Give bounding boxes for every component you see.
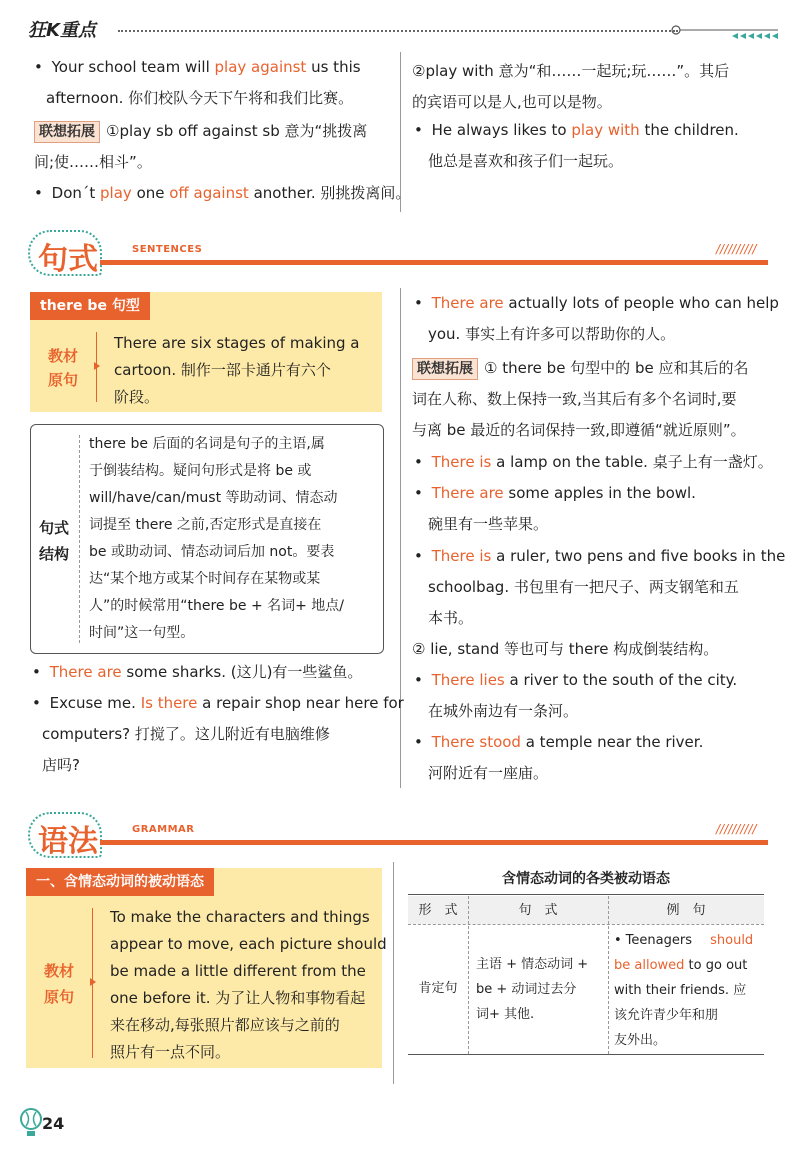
page-number: 24 (42, 1114, 65, 1133)
grammar-box-title: 一、含情态动词的被动语态 (26, 868, 382, 896)
origin-label: 教材 原句 (48, 347, 79, 389)
r-example-ruler-3: 本书。 (428, 609, 474, 627)
row-pattern: 主语 + 情态动词 + be + 动词过去分 词+ 其他. (476, 957, 589, 1022)
grammar-rule (100, 840, 768, 845)
r-example-river-cn: 在城外南边有一条河。 (428, 702, 579, 720)
grammar-slashes: ////////// (716, 822, 757, 836)
grammar-title-en: GRAMMAR (132, 824, 195, 835)
structure-text: there be 后面的名词是句子的主语,属 于倒装结构。疑问句形式是将 be 或 will/have/can/must 等助动词、情态动 词提至 there 之前,否定形式是直接在 be 或助动词、情态动词后加 not。要表 达“某个地方或某个时间存在某物或某 人”的时候常用“there be + 名词+ 地点/ 时间”这一句型。 (89, 436, 345, 641)
structure-box (30, 424, 384, 654)
sentences-title-en: SENTENCES (132, 244, 203, 255)
logo-text: 狂K重点 (28, 20, 96, 41)
header-arrows-icon (670, 22, 780, 42)
assoc-expand-1b: 间;使……相斗”。 (34, 153, 152, 171)
assoc-expand-1: 联想拓展 ①play sb off against sb 意为“挑拨离 (34, 116, 367, 147)
origin-line-2: cartoon. 制作一部卡通片有六个 (114, 361, 331, 379)
header-logo (28, 16, 96, 42)
assoc-tag: 联想拓展 (34, 121, 100, 143)
r-assoc-3: 与离 be 最近的名词保持一致,即遵循“就近原则”。 (412, 421, 746, 439)
origin-arrow-icon (94, 362, 100, 370)
sentences-header (28, 230, 768, 277)
r-example-help: • There are actually lots of people who can help (414, 288, 779, 319)
r-example-apples-cn: 碗里有一些苹果。 (428, 515, 549, 533)
r-example-ruler-2: schoolbag. 书包里有一把尺子、两支钢笔和五 (428, 578, 739, 596)
play-with-def-2: 的宾语可以是人,也可以是物。 (412, 93, 612, 111)
sentences-rule (100, 260, 768, 265)
example-play-with: • He always likes to play with the children. (414, 115, 739, 146)
r-example-help-cn: you. 事实上有许多可以帮助你的人。 (428, 325, 676, 343)
example-play-against-cn: afternoon. 你们校队今天下午将和我们比赛。 (46, 89, 354, 107)
r-example-temple-cn: 河附近有一座庙。 (428, 764, 549, 782)
sentences-slashes: ////////// (716, 242, 757, 256)
sentences-title: 句式 (38, 242, 98, 277)
there-be-title: there be 句型 (30, 292, 382, 320)
example-repair-shop: • Excuse me. Is there a repair shop near here for (32, 688, 404, 719)
r-example-ruler: • There is a ruler, two pens and five books in the (414, 541, 785, 572)
r-example-apples: • There are some apples in the bowl. (414, 478, 696, 509)
r-example-temple: • There stood a temple near the river. (414, 727, 703, 758)
r-example-river: • There lies a river to the south of the city. (414, 665, 737, 696)
row-form: 肯定句 (418, 981, 458, 996)
origin-line-3: 阶段。 (114, 388, 160, 406)
balloon-icon (18, 1108, 44, 1138)
structure-label: 句式 结构 (39, 519, 70, 563)
grammar-origin-label: 教材 原句 (44, 962, 75, 1006)
there-be-origin (30, 320, 382, 412)
passive-table-title: 含情态动词的各类被动语态 (502, 871, 670, 887)
th-example: 例 句 (666, 903, 706, 918)
r-assoc-1: 联想拓展 ① there be 句型中的 be 应和其后的名 (412, 353, 748, 384)
grammar-title: 语法 (38, 824, 98, 859)
grammar-header (28, 812, 768, 859)
th-pattern: 句 式 (518, 903, 558, 918)
passive-table (408, 894, 764, 1056)
origin-line-1: There are six stages of making a (114, 334, 360, 352)
row-example: • Teenagers should be allowed to go out with their friends. 应 该允许青少年和朋 友外出。 (614, 928, 753, 1053)
r-assoc-2: 词在人称、数上保持一致,当其后有多个名词时,要 (412, 390, 737, 408)
example-sharks: • There are some sharks. (这儿)有一些鲨鱼。 (32, 657, 362, 688)
example-play-off: • Don´t play one off against another. 别挑拨离间。 (34, 178, 410, 209)
column-divider-bottom (393, 862, 394, 1084)
grammar-origin: 教材 原句 To make the characters and things appear to move, each picture should be made a little different from the one before it. 为了让人物和事物看起 来在移动,每张照片都应该与之前的 照片有一点不同。 (26, 896, 382, 1068)
th-form: 形 式 (418, 903, 458, 918)
example-play-against: • Your school team will play against us this (34, 52, 361, 83)
r-example-lamp: • There is a lamp on the table. 桌子上有一盏灯。 (414, 447, 773, 478)
play-with-def-1: ②play with 意为“和……一起玩;玩……”。其后 (412, 62, 730, 80)
r-assoc-lie-stand: ② lie, stand 等也可与 there 构成倒装结构。 (412, 640, 719, 658)
header-ornament (670, 22, 780, 46)
grammar-arrow-icon (90, 978, 96, 986)
header-dotted-line (118, 30, 678, 32)
example-play-with-cn: 他总是喜欢和孩子们一起玩。 (428, 152, 624, 170)
example-repair-shop-2: computers? 打搅了。这儿附近有电脑维修 (42, 725, 330, 743)
r-assoc-tag: 联想拓展 (412, 358, 478, 380)
example-repair-shop-3: 店吗? (42, 756, 80, 774)
page-number-badge (18, 1108, 65, 1142)
